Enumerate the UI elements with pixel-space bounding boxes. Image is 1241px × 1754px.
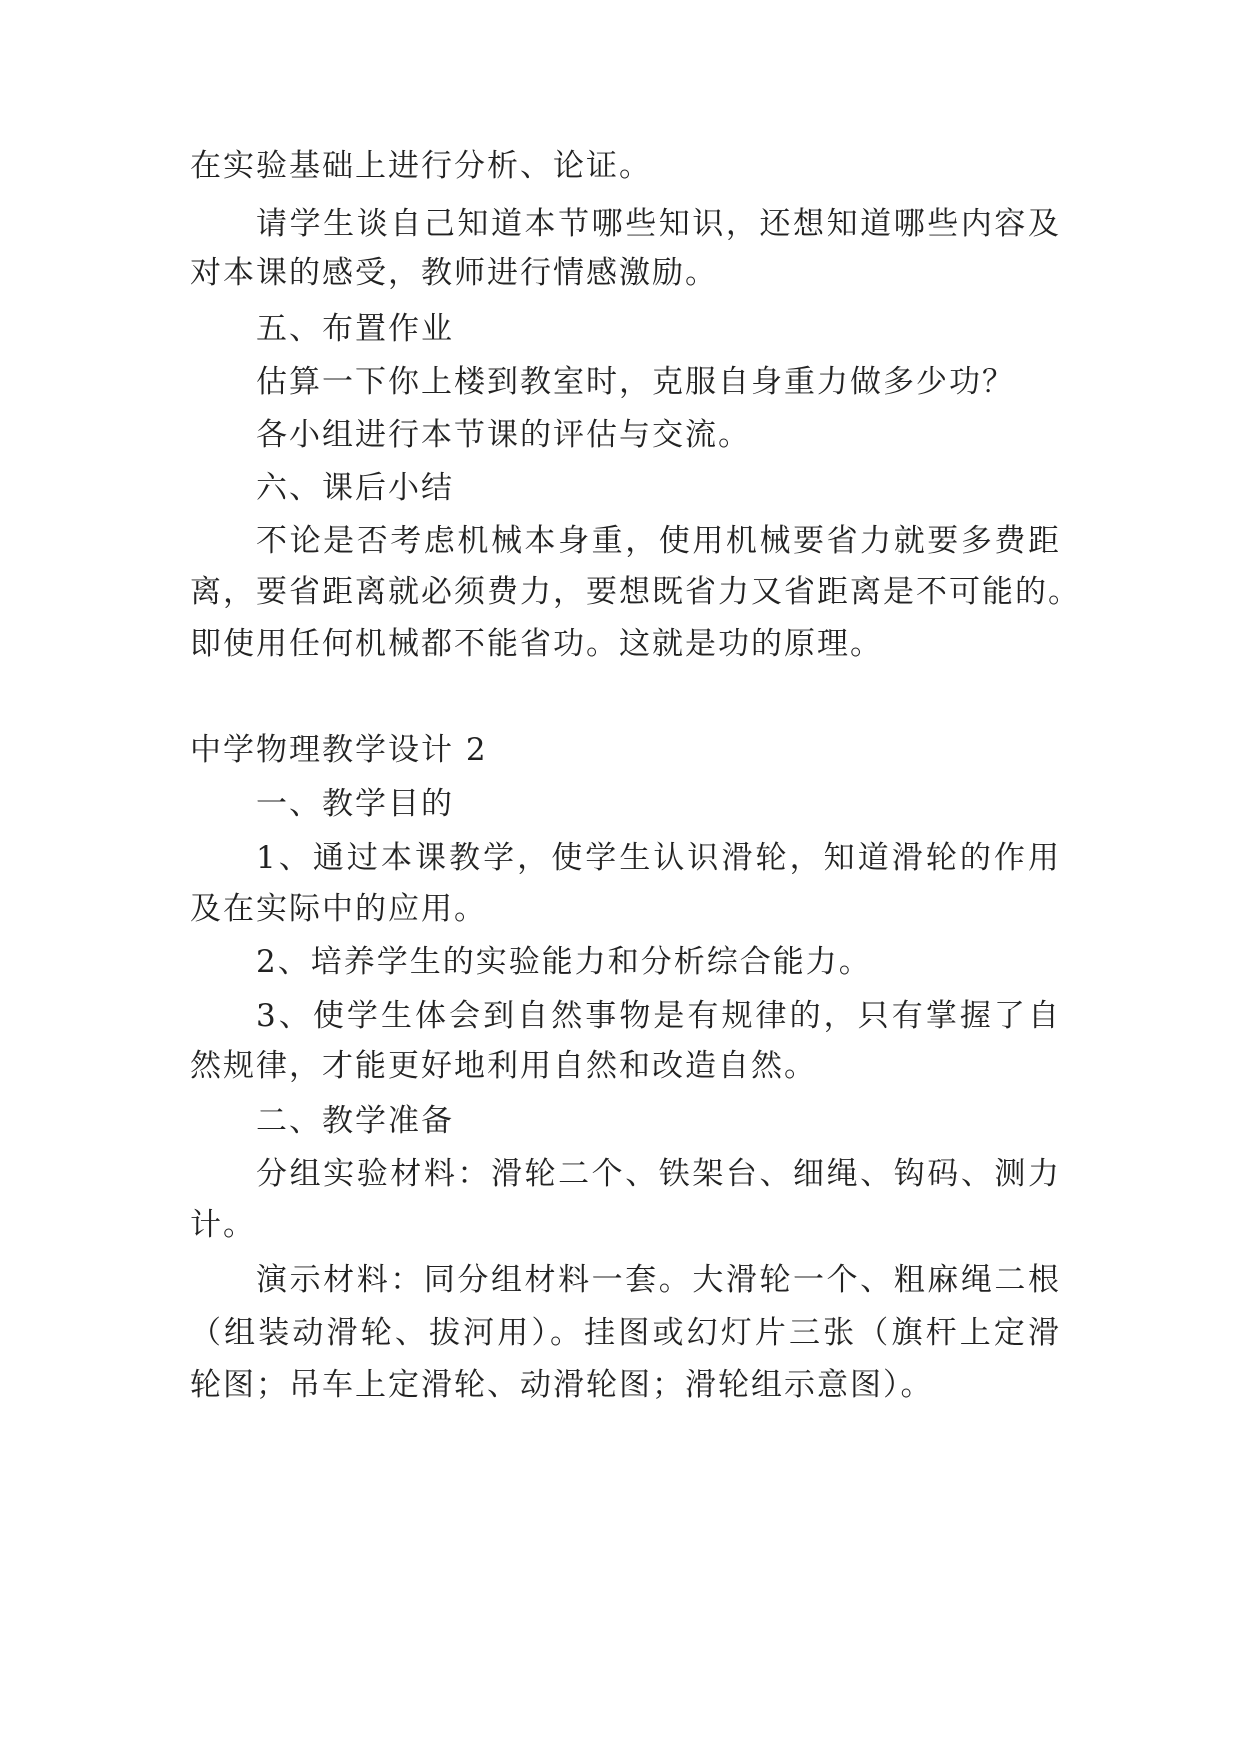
text-line: 估算一下你上楼到教室时，克服自身重力做多少功？ (256, 364, 1015, 400)
text-line: 分组实验材料：滑轮二个、铁架台、细绳、钩码、测力 (256, 1156, 1061, 1192)
text-line: 计。 (190, 1207, 256, 1243)
text-line: 演示材料：同分组材料一套。大滑轮一个、粗麻绳二根 (256, 1262, 1061, 1298)
text-line: 对本课的感受，教师进行情感激励。 (190, 255, 718, 291)
text-line: 请学生谈自己知道本节哪些知识，还想知道哪些内容及 (256, 206, 1061, 242)
text-line: 在实验基础上进行分析、论证。 (190, 148, 652, 184)
text-line: 3、使学生体会到自然事物是有规律的，只有掌握了自 (256, 998, 1061, 1034)
text-line: 即使用任何机械都不能省功。这就是功的原理。 (190, 626, 883, 662)
section-heading: 一、教学目的 (256, 786, 454, 822)
text-line: 不论是否考虑机械本身重，使用机械要省力就要多费距 (256, 523, 1061, 559)
text-line: 轮图；吊车上定滑轮、动滑轮图；滑轮组示意图）。 (190, 1367, 934, 1403)
document-title: 中学物理教学设计 2 (190, 732, 488, 768)
text-line: （组装动滑轮、拔河用）。挂图或幻灯片三张（旗杆上定滑 (190, 1315, 1061, 1351)
section-heading: 五、布置作业 (256, 311, 454, 347)
text-line: 各小组进行本节课的评估与交流。 (256, 417, 751, 453)
section-heading: 六、课后小结 (256, 470, 454, 506)
text-line: 及在实际中的应用。 (190, 891, 487, 927)
section-heading: 二、教学准备 (256, 1103, 454, 1139)
text-line: 然规律，才能更好地利用自然和改造自然。 (190, 1048, 817, 1084)
text-line: 2、培养学生的实验能力和分析综合能力。 (256, 944, 872, 980)
text-line: 离，要省距离就必须费力，要想既省力又省距离是不可能的。 (190, 574, 1081, 610)
text-line: 1、通过本课教学，使学生认识滑轮，知道滑轮的作用 (256, 840, 1061, 876)
